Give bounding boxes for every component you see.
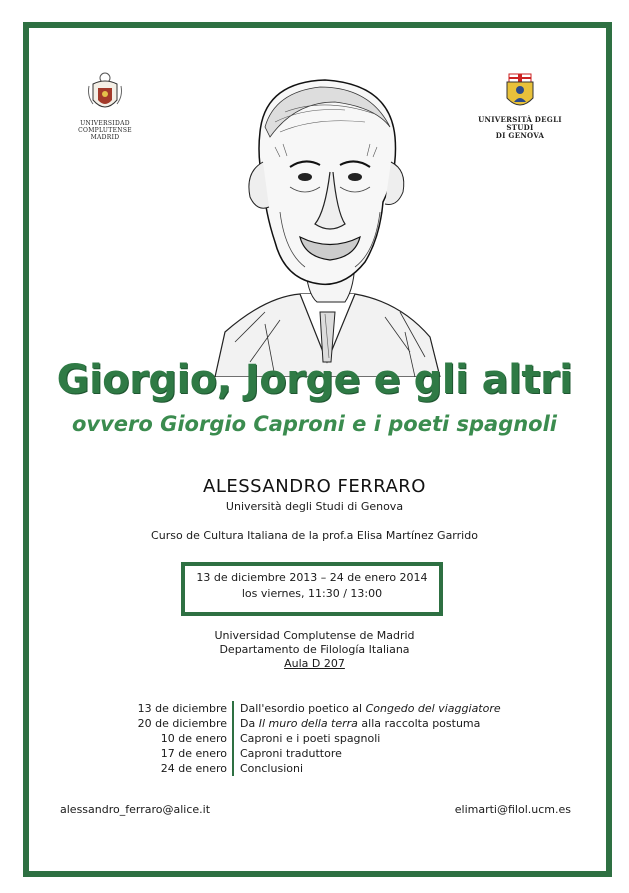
venue — [0, 629, 629, 671]
schedule-row — [100, 761, 540, 776]
schedule-date: 10 de enero — [160, 732, 227, 745]
schedule-row — [100, 716, 540, 731]
venue-department: Departamento de Filología Italiana — [219, 643, 410, 656]
poster-subtitle: ovvero Giorgio Caproni e i poeti spagnoli — [71, 412, 557, 436]
ucm-logo — [55, 70, 155, 141]
caproni-caricature — [205, 62, 445, 377]
date-range: 13 de diciembre 2013 – 24 de enero 2014 — [196, 571, 428, 584]
course-info: Curso de Cultura Italiana de la prof.a Elisa Martínez Garrido — [151, 529, 478, 542]
schedule-date: 17 de enero — [160, 747, 227, 760]
schedule-row — [100, 731, 540, 746]
schedule-row — [100, 701, 540, 716]
date-times: los viernes, 11:30 / 13:00 — [241, 587, 383, 600]
schedule-list — [100, 701, 540, 776]
unige-caption-line2: DI GENOVA — [495, 131, 545, 140]
date-box — [181, 562, 443, 616]
venue-room: Aula D 207 — [284, 657, 345, 670]
schedule-topic: Dall'esordio poetico al Congedo del viaggiatore — [232, 701, 501, 716]
schedule-topic: Caproni traduttore — [232, 746, 342, 761]
poster-title: Giorgio, Jorge e gli altri — [56, 357, 573, 403]
author-name: ALESSANDRO FERRARO — [203, 476, 426, 497]
contact-email-martinez[interactable]: elimarti@filol.ucm.es — [454, 803, 571, 816]
schedule-row — [100, 746, 540, 761]
unige-logo — [470, 72, 570, 140]
ucm-crest-icon — [85, 70, 125, 116]
unige-caption-line1: UNIVERSITÀ DEGLI STUDI — [478, 115, 562, 132]
ucm-caption-line1: UNIVERSIDAD COMPLUTENSE — [78, 120, 132, 134]
schedule-date: 24 de enero — [160, 762, 227, 775]
schedule-date: 20 de diciembre — [137, 717, 227, 730]
venue-university: Universidad Complutense de Madrid — [214, 629, 415, 642]
unige-shield-icon — [503, 72, 537, 112]
schedule-date: 13 de diciembre — [137, 702, 227, 715]
schedule-topic: Da Il muro della terra alla raccolta postuma — [232, 716, 480, 731]
ucm-caption-line2: MADRID — [90, 134, 120, 141]
contact-email-ferraro[interactable]: alessandro_ferraro@alice.it — [60, 803, 211, 816]
schedule-topic: Caproni e i poeti spagnoli — [232, 731, 380, 746]
schedule-topic: Conclusioni — [232, 761, 303, 776]
author-affiliation: Università degli Studi di Genova — [225, 500, 404, 513]
